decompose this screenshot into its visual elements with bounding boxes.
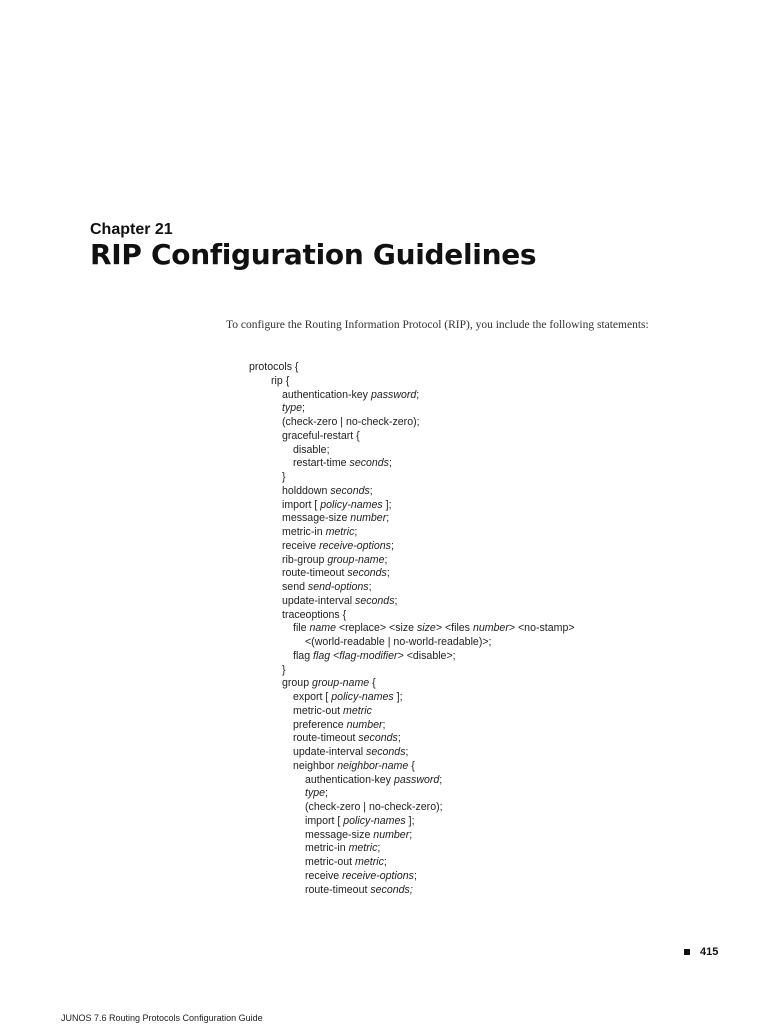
code-text: ; — [383, 856, 387, 868]
code-text: metric-out — [305, 856, 356, 868]
code-placeholder: policy-names — [320, 498, 383, 511]
code-placeholder: group-name — [312, 677, 370, 690]
code-text: (check-zero | no-check-zero); — [282, 416, 420, 428]
code-placeholder: seconds — [349, 457, 389, 470]
code-text: export [ — [293, 691, 332, 703]
code-text: ; — [368, 581, 372, 593]
intro-paragraph: To configure the Routing Information Protocol (RIP), you include the following statements: — [226, 319, 649, 331]
code-text: ; — [382, 718, 386, 731]
code-text: < — [330, 649, 340, 662]
code-line — [249, 842, 575, 856]
code-text: ; — [409, 828, 413, 841]
code-line — [249, 402, 575, 416]
code-line — [249, 870, 575, 884]
code-line — [249, 430, 575, 444]
code-line — [249, 595, 575, 609]
code-line — [249, 389, 575, 403]
code-text: } — [282, 663, 286, 676]
code-text: ; — [386, 567, 390, 580]
code-text: ]; — [382, 498, 392, 511]
code-text: authentication-key — [282, 388, 371, 401]
code-line — [249, 636, 575, 650]
code-text: receive — [305, 869, 343, 882]
code-placeholder: seconds; — [370, 883, 413, 896]
code-line — [249, 719, 575, 733]
code-text: import [ — [305, 814, 344, 827]
code-text: ; — [413, 869, 417, 882]
code-line — [249, 457, 575, 471]
code-line — [249, 526, 575, 540]
code-line — [249, 622, 575, 636]
code-placeholder: number — [346, 718, 383, 731]
code-text: route-timeout — [282, 567, 348, 580]
page-number: 415 — [700, 946, 719, 958]
code-placeholder: neighbor-name — [337, 759, 409, 772]
code-line — [249, 567, 575, 581]
code-text: preference — [293, 718, 347, 731]
code-text: rib-group — [282, 553, 328, 566]
code-text: protocols { — [249, 361, 299, 373]
code-text: ]; — [393, 691, 403, 703]
code-placeholder: password — [393, 773, 440, 786]
code-text: > <files — [435, 622, 473, 635]
code-line — [249, 856, 575, 870]
code-placeholder: name — [309, 622, 336, 635]
code-text: traceoptions { — [282, 608, 347, 621]
code-text: route-timeout — [293, 732, 359, 745]
code-placeholder: type — [305, 787, 326, 800]
chapter-label: Chapter 21 — [90, 221, 173, 238]
footer-guide-title: JUNOS 7.6 Routing Protocols Configuration Guide — [61, 1013, 263, 1023]
chapter-title: RIP Configuration Guidelines — [90, 238, 537, 271]
code-text: ; — [405, 746, 409, 758]
code-text: ; — [388, 457, 392, 470]
code-line — [249, 554, 575, 568]
code-line — [249, 760, 575, 774]
code-text: ; — [369, 484, 373, 497]
code-line — [249, 581, 575, 595]
code-placeholder: seconds — [355, 594, 395, 607]
page-number-marker — [684, 946, 718, 958]
code-placeholder: number — [472, 622, 509, 635]
code-text: metric-out — [293, 704, 344, 717]
code-placeholder: seconds — [366, 746, 406, 758]
code-line — [249, 499, 575, 513]
code-text: file — [293, 622, 310, 635]
code-line — [249, 471, 575, 485]
code-line — [249, 512, 575, 526]
code-text: (check-zero | no-check-zero); — [305, 801, 443, 813]
code-text: disable; — [293, 443, 330, 456]
code-placeholder: seconds — [358, 732, 398, 745]
code-line — [249, 829, 575, 843]
code-placeholder: send-options — [307, 581, 369, 593]
code-line — [249, 540, 575, 554]
code-text: ; — [386, 512, 390, 525]
code-placeholder: receive-options — [319, 539, 391, 552]
code-line — [249, 416, 575, 430]
code-placeholder: group-name — [327, 553, 385, 566]
code-placeholder: number — [350, 512, 387, 525]
code-text: <(world-readable | no-world-readable)>; — [305, 636, 492, 648]
code-text: ; — [416, 388, 420, 401]
code-placeholder: seconds — [330, 484, 370, 497]
code-text: holddown — [282, 484, 331, 497]
code-text: ; — [354, 526, 358, 538]
code-line — [249, 691, 575, 705]
code-text: ; — [377, 842, 381, 855]
code-text: ; — [325, 787, 328, 800]
code-placeholder: flag — [313, 649, 331, 662]
code-line — [249, 815, 575, 829]
code-placeholder: metric — [355, 856, 384, 868]
code-text: receive — [282, 539, 320, 552]
code-line — [249, 609, 575, 623]
code-text: authentication-key — [305, 773, 394, 786]
code-text: > <disable>; — [397, 649, 456, 662]
code-line — [249, 650, 575, 664]
code-line — [249, 732, 575, 746]
code-text: graceful-restart { — [282, 429, 360, 442]
code-text: route-timeout — [305, 883, 371, 896]
code-text: ; — [439, 773, 443, 786]
code-text: { — [408, 759, 415, 772]
config-code-block — [249, 361, 575, 897]
code-placeholder: metric — [343, 704, 372, 717]
code-text: group — [282, 677, 313, 690]
code-text: neighbor — [293, 759, 338, 772]
code-placeholder: password — [370, 388, 417, 401]
code-text: flag — [293, 649, 314, 662]
code-line — [249, 664, 575, 678]
code-placeholder: metric — [325, 526, 355, 538]
code-placeholder: flag-modifier — [339, 649, 398, 662]
code-text: { — [369, 677, 376, 690]
code-text: rip { — [271, 374, 290, 387]
code-text: update-interval — [293, 746, 367, 758]
code-line — [249, 746, 575, 760]
code-text: ; — [302, 402, 305, 415]
code-text: send — [282, 581, 308, 593]
code-placeholder: number — [373, 828, 410, 841]
code-line — [249, 444, 575, 458]
code-text: update-interval — [282, 594, 356, 607]
code-placeholder: metric — [348, 842, 378, 855]
code-text: ; — [397, 732, 401, 745]
code-line — [249, 375, 575, 389]
bullet-square-icon — [684, 949, 690, 955]
code-line — [249, 361, 575, 375]
code-placeholder: policy-names — [331, 691, 394, 703]
code-text: ; — [394, 594, 398, 607]
code-line — [249, 705, 575, 719]
code-placeholder: receive-options — [342, 869, 414, 882]
code-line — [249, 774, 575, 788]
code-line — [249, 884, 575, 898]
code-placeholder: size — [416, 622, 436, 635]
code-text: ; — [390, 539, 394, 552]
code-text: import [ — [282, 498, 321, 511]
code-placeholder: type — [282, 402, 303, 415]
code-placeholder: policy-names — [343, 814, 406, 827]
code-line — [249, 485, 575, 499]
code-text: ]; — [405, 814, 415, 827]
code-text: } — [282, 471, 286, 483]
code-text: > <no-stamp> — [508, 622, 575, 635]
code-line — [249, 677, 575, 691]
code-text: <replace> <size — [336, 622, 417, 635]
code-text: metric-in — [305, 842, 349, 855]
code-text: metric-in — [282, 526, 326, 538]
code-text: restart-time — [293, 457, 350, 470]
code-text: ; — [384, 553, 388, 566]
code-text: message-size — [282, 512, 351, 525]
code-placeholder: seconds — [347, 567, 387, 580]
code-line — [249, 801, 575, 815]
code-text: message-size — [305, 828, 374, 841]
code-line — [249, 787, 575, 801]
